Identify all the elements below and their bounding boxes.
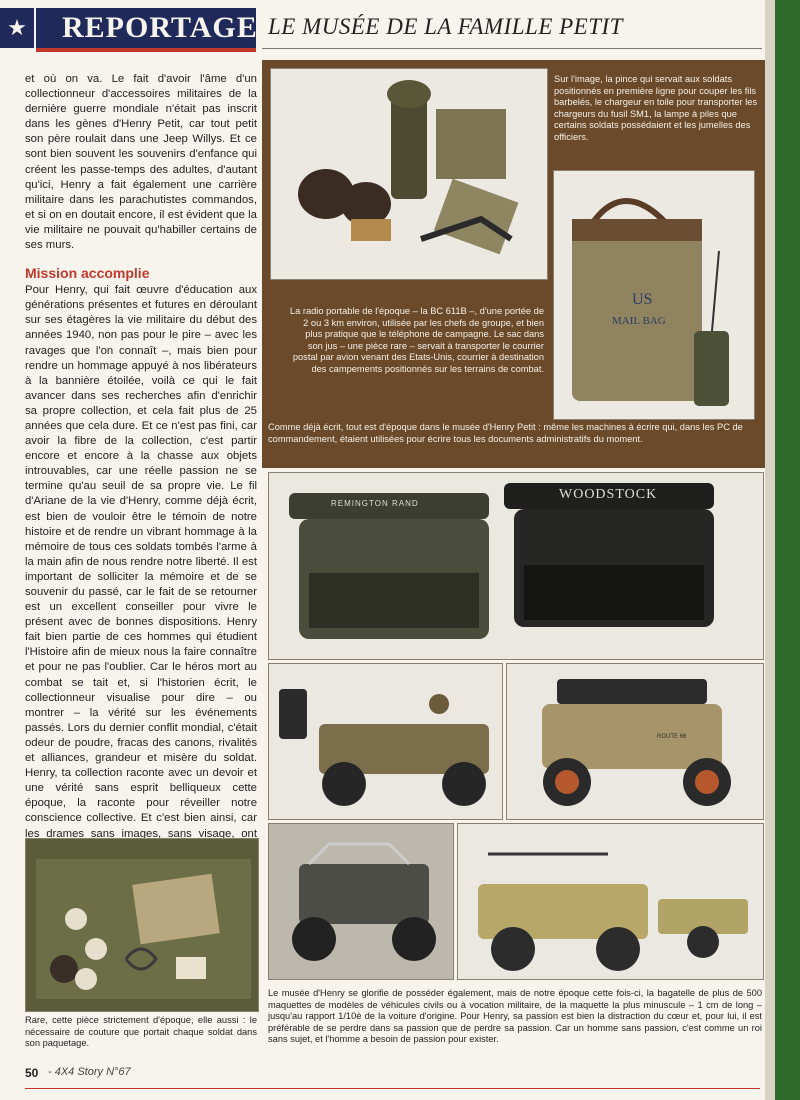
- title-rule: [262, 48, 762, 49]
- mail-bag-label-us: US: [632, 291, 653, 308]
- footer-rule: [25, 1088, 760, 1089]
- article-text-column: [25, 72, 257, 902]
- model-jeep-willys-photo: [268, 663, 503, 820]
- typewriter-1-label: REMINGTON RAND: [331, 499, 419, 508]
- jeep-plate: ROUTE 66: [657, 734, 687, 740]
- model-jeep-willys-image: [269, 664, 502, 819]
- sewing-kit-photo: [25, 838, 259, 1012]
- mail-bag-photo: [553, 170, 755, 420]
- military-gear-image: [271, 69, 547, 279]
- mail-bag-label: MAIL BAG: [612, 315, 666, 327]
- model-jeep-wrangler-photo: [506, 663, 764, 820]
- page-gutter: [765, 0, 775, 1100]
- article-subheading: Mission accomplie: [25, 265, 150, 282]
- section-title: REPORTAGE: [62, 11, 258, 44]
- model-jeep-trailer-photo: [457, 823, 764, 980]
- page-number: 50: [25, 1066, 39, 1080]
- typewriter-caption: Comme déjà écrit, tout est d'époque dans le musée d'Henry Petit : même les machines à écrire qui, dans les PC de commandement, étaient utilisées pour écrire tous les documents administratifs du moment.: [268, 422, 743, 444]
- page-header: [0, 0, 765, 48]
- mail-bag-image: [554, 171, 754, 419]
- article-body: Pour Henry, qui fait œuvre d'éducation aux générations présentes et futures en déroulant sur ses étagères la vie militaire du début des années 1940, non pas pour le pire – avec les ravages que l'on connaît –, mais bien pour rendre un hommage appuyé à nos libérateurs à la bannière étoilée, voilà ce qui le fait avancer dans ses recherches afin d'enrichir sa propre collection, et cela fait plus de 25 années que cela dure. Et ce n'est pas fini, car avoir la fibre de la collection, c'est partir encore et encore à la chasse aux objets introuvables, car une réelle passion ne se termine qu'au seuil de sa propre vie. Le fil d'Ariane de la vie d'Henry, comme déjà écrit, est bien de vouloir être le témoin de notre histoire et de rendre un vibrant hommage à la mémoire de tous ces soldats tombés l'arme à la main afin de nous rendre notre liberté. Il est important de solliciter la mémoire et de se souvenir du passé, car le fait de se retourner est un excellent conseiller pour vivre le présent avec de bonnes dispositions. Henry fait bien partie de ces hommes qui étudient l'Histoire afin de mieux nous la faire connaître et pour ne pas l'oublier. Car le héros mort au combat se tait et, si l'historien écrit, le collectionneur visualise pour dire – ou montrer – la vérité sur les événements passés. Lors du dernier conflit mondial, c'était odeur de poudre, fracas des canons, rivalités et alliances, grandeur et misère du soldat. Henry, ta collection raconte avec un devoir et une vérité sans esprit belliqueux cette époque, la raconte pour réveiller notre conscience collective. Et c'est bien ainsi, car les drames sans images, sans visage, ont: [25, 284, 257, 840]
- sewing-kit-image: [26, 839, 258, 1011]
- magazine-issue: - 4X4 Story N°67: [48, 1066, 131, 1078]
- star-icon: ★: [0, 8, 34, 48]
- section-underline: [36, 48, 256, 52]
- sewing-kit-caption: Rare, cette pièce strictement d'époque, elle aussi : le nécessaire de couture que portait chaque soldat dans son paquetage.: [25, 1015, 257, 1049]
- article-title: LE MUSÉE DE LA FAMILLE PETIT: [268, 14, 623, 39]
- gear-caption: Sur l'image, la pince qui servait aux soldats positionnés en première ligne pour couper les fils barbelés, le chargeur en toile pour transporter les chargeurs du fusil SM1, la lampe à piles que certains soldats possédaient et les jumelles des officiers.: [554, 74, 758, 142]
- model-crawler-image: [269, 824, 453, 979]
- model-jeep-trailer-image: [458, 824, 763, 979]
- model-jeep-wrangler-image: [507, 664, 763, 819]
- model-crawler-photo: [268, 823, 454, 980]
- article-intro: et où on va. Le fait d'avoir l'âme d'un collectionneur d'accessoires militaires de la dernière guerre mondiale n'était pas inscrit dans les gènes d'Henry Petit, car tout petit son père roulait dans une Jeep Willys. Et ce sont bien souvent les souvenirs d'enfance qui créent les passe-temps des adultes, d'autant qu'ici, Henry a fait également une carrière militaire dans les parachutistes commandos, et si on en doutait encore, il est évident que la vie militaire ne pouvait qu'habiller certains de ses murs.: [25, 73, 257, 252]
- radio-caption: La radio portable de l'époque – la BC 611B –, d'une portée de 2 ou 3 km environ, utilisée par les chefs de groupe, et bien plus pratique que le téléphone de campagne. Le sac dans son jus – une pièce rare – servait à transporter le courrier postal par avion venant des Etats-Unis, courrier à destination des campements positionnés sur les terrains de combat.: [289, 306, 544, 374]
- page-edge-green: [765, 0, 800, 1100]
- typewriter-2-label: WOODSTOCK: [559, 487, 658, 502]
- military-gear-photo: [270, 68, 548, 280]
- typewriters-photo: [268, 472, 764, 660]
- models-caption: Le musée d'Henry se glorifie de posséder également, mais de notre époque cette fois-ci, la bagatelle de plus de 500 maquettes de modèles de véhicules civils ou à vocation militaire, de la maquette la plus minuscule – 1 cm de long – jusqu'au rapport 1/10è de la voiture d'origine. Pour Henry, sa passion est bien la distraction du cœur et, pour lui, il est préférable de se perdre dans sa passion que de perdre sa passion. Car un homme sans passion, c'est comme un roi sans sujet, et l'homme a besoin de passion pour exister.: [268, 988, 762, 1045]
